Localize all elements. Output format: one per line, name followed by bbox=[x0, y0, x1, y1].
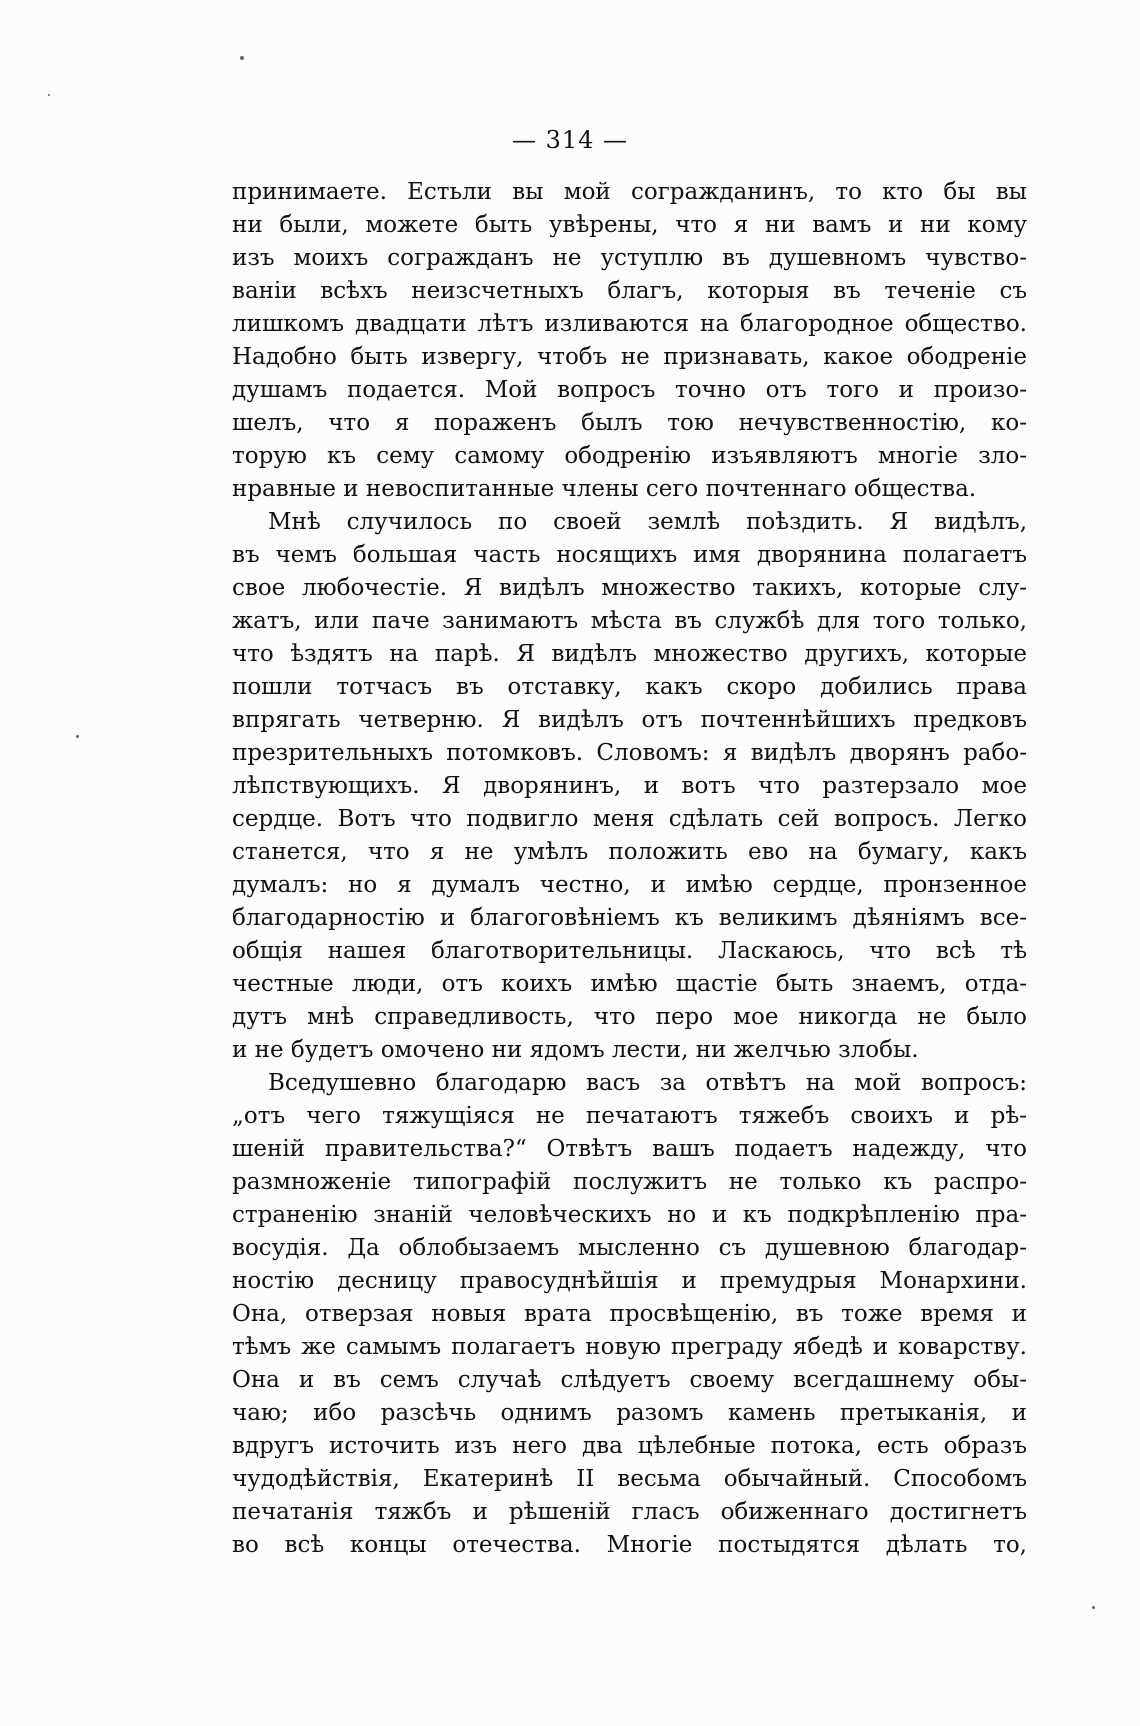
text-line: станется, что я не умѣлъ положить ево на бумагу, какъ bbox=[232, 839, 1027, 865]
text-line: въ чемъ большая часть носящихъ имя дворянина полагаетъ bbox=[232, 542, 1027, 568]
text-line: Вседушевно благодарю васъ за отвѣтъ на мой вопросъ: bbox=[268, 1070, 1027, 1096]
text-line: во всѣ концы отечества. Многіе постыдятся дѣлать то, bbox=[232, 1532, 1027, 1558]
scan-speck bbox=[48, 94, 50, 96]
text-line: шелъ, что я пораженъ былъ тою нечувственностію, ко- bbox=[232, 410, 1027, 436]
text-line: Она, отверзая новыя врата просвѣщенію, въ тоже время и bbox=[232, 1301, 1027, 1327]
text-line: лѣпствующихъ. Я дворянинъ, и вотъ что разтерзало мое bbox=[232, 773, 1027, 799]
text-line: печатанія тяжбъ и рѣшеній гласъ обиженнаго достигнетъ bbox=[232, 1499, 1027, 1525]
body-text bbox=[232, 176, 1027, 1562]
text-line: душамъ подается. Мой вопросъ точно отъ того и произо- bbox=[232, 377, 1027, 403]
text-line: честные люди, отъ коихъ имѣю щастіе быть знаемъ, отда- bbox=[232, 971, 1027, 997]
text-line: что ѣздятъ на парѣ. Я видѣлъ множество другихъ, которые bbox=[232, 641, 1027, 667]
text-line: общія нашея благотворительницы. Ласкаюсь, что всѣ тѣ bbox=[232, 938, 1027, 964]
text-line: тѣмъ же самымъ полагаетъ новую преграду ябедѣ и коварству. bbox=[232, 1334, 1027, 1360]
text-line: страненію знаній человѣческихъ но и къ подкрѣпленію пра- bbox=[232, 1202, 1027, 1228]
text-line: пошли тотчасъ въ отставку, какъ скоро добились права bbox=[232, 674, 1027, 700]
text-line: благодарностію и благоговѣніемъ къ великимъ дѣяніямъ все- bbox=[232, 905, 1027, 931]
text-line: размноженіе типографій послужитъ не только къ распро- bbox=[232, 1169, 1027, 1195]
text-line: шеній правительства?“ Отвѣтъ вашъ подаетъ надежду, что bbox=[232, 1136, 1027, 1162]
text-line: лишкомъ двадцати лѣтъ изливаются на благородное общество. bbox=[232, 311, 1027, 337]
scan-speck bbox=[76, 735, 79, 738]
text-line: сердце. Вотъ что подвигло меня сдѣлать сей вопросъ. Легко bbox=[232, 806, 1027, 832]
text-line: торую къ сему самому ободренію изъявляютъ многіе зло- bbox=[232, 443, 1027, 469]
text-line: чаю; ибо разсѣчь однимъ разомъ камень претыканія, и bbox=[232, 1400, 1027, 1426]
text-line: изъ моихъ согражданъ не уступлю въ душевномъ чувство- bbox=[232, 245, 1027, 271]
text-line: Надобно быть извергу, чтобъ не признавать, какое ободреніе bbox=[232, 344, 1027, 370]
text-line: чудодѣйствія, Екатеринѣ II весьма обычайный. Способомъ bbox=[232, 1466, 1027, 1492]
page-number: — 314 — bbox=[511, 126, 629, 154]
text-line: восудія. Да облобызаемъ мысленно съ душевною благодар- bbox=[232, 1235, 1027, 1261]
text-line: нравные и невоспитанные члены сего почтеннаго общества. bbox=[232, 476, 977, 502]
text-line: и не будетъ омочено ни ядомъ лести, ни желчью злобы. bbox=[232, 1037, 919, 1063]
text-line: думалъ: но я думалъ честно, и имѣю сердце, пронзенное bbox=[232, 872, 1027, 898]
text-line: „отъ чего тяжущіяся не печатаютъ тяжебъ своихъ и рѣ- bbox=[232, 1103, 1027, 1129]
text-line: вдругъ источить изъ него два цѣлебные потока, есть образъ bbox=[232, 1433, 1027, 1459]
scan-speck bbox=[1092, 1606, 1095, 1609]
text-line: впрягать четверню. Я видѣлъ отъ почтеннѣйшихъ предковъ bbox=[232, 707, 1027, 733]
text-line: Она и въ семъ случаѣ слѣдуетъ своему всегдашнему обы- bbox=[232, 1367, 1027, 1393]
text-line: дутъ мнѣ справедливость, что перо мое никогда не было bbox=[232, 1004, 1027, 1030]
text-line: ни были, можете быть увѣрены, что я ни вамъ и ни кому bbox=[232, 212, 1027, 238]
text-line: ваніи всѣхъ неизсчетныхъ благъ, которыя въ теченіе съ bbox=[232, 278, 1027, 304]
text-line: жатъ, или паче занимаютъ мѣста въ службѣ для того только, bbox=[232, 608, 1027, 634]
scan-speck bbox=[240, 56, 244, 60]
text-line: свое любочестіе. Я видѣлъ множество такихъ, которые слу- bbox=[232, 575, 1027, 601]
text-line: принимаете. Естьли вы мой согражданинъ, то кто бы вы bbox=[232, 179, 1027, 205]
text-line: Мнѣ случилось по своей землѣ поѣздить. Я видѣлъ, bbox=[268, 509, 1027, 535]
text-line: ностію десницу правосуднѣйшія и премудрыя Монархини. bbox=[232, 1268, 1027, 1294]
text-line: презрительныхъ потомковъ. Словомъ: я видѣлъ дворянъ рабо- bbox=[232, 740, 1027, 766]
